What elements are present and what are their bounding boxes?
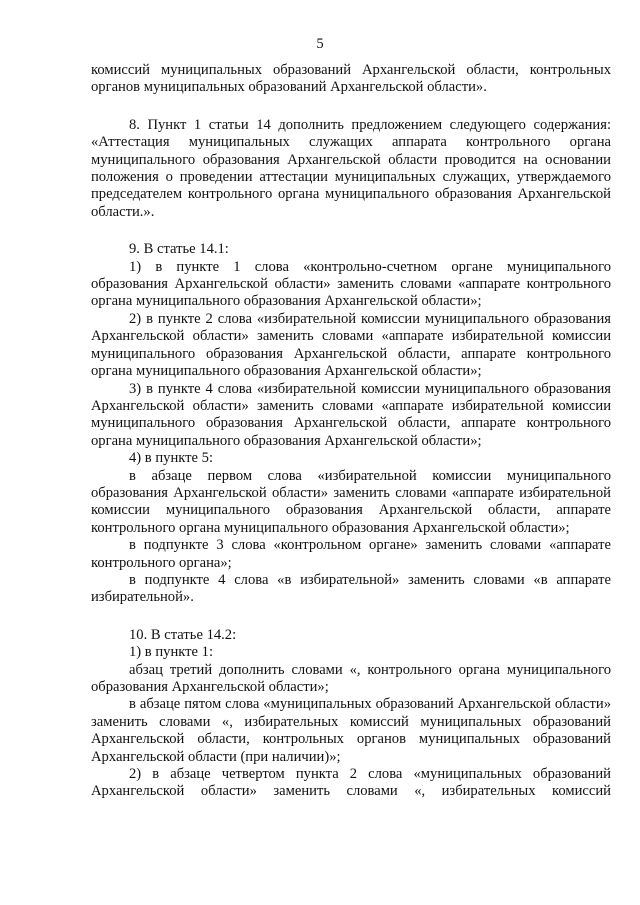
paragraph-item-10-1: 1) в пункте 1: [129,644,214,661]
paragraph-item-10-2: 2) в абзаце четвертом пункта 2 слова «муниципальных образований Архангельской области» заменить словами «, избирательных комиссий [91,766,611,800]
paragraph-continuation: комиссий муниципальных образований Архангельской области, контрольных органов муниципальных образований Архангельской области». [91,62,611,96]
paragraph-item-9-1: 1) в пункте 1 слова «контрольно-счетном органе муниципального образования Архангельской области» заменить словами «аппарате контрольного органа муниципального образования Архангельской области»; [91,258,611,310]
paragraph-item-10-1-a: абзац третий дополнить словами «, контрольного органа муниципального образования Архангельской области»; [91,661,611,695]
paragraph-item-8: 8. Пункт 1 статьи 14 дополнить предложением следующего содержания: «Аттестация муниципальных служащих аппарата контрольного органа муниципального образования Архангельской области проводится на основании положения о проведении аттестации муниципальных служащих, утверждаемого председателем контрольного органа муниципального образования Архангельской области.». [91,116,611,220]
paragraph-item-10-1-b: в абзаце пятом слова «муниципальных образований Архангельской области» заменить словами «, избирательных комиссий муниципальных образований Архангельской области, контрольных органов муниципальных образований Архангельской области (при наличии)»; [91,696,611,765]
page-number: 5 [316,36,324,52]
paragraph-item-9-3: 3) в пункте 4 слова «избирательной комиссии муниципального образования Архангельской области» заменить словами «аппарате избирательной комиссии муниципального образования Архангельской области, аппарате контрольного органа муниципального образования Архангельской области»; [91,380,611,449]
paragraph-item-9-4-c: в подпункте 4 слова «в избирательной» заменить словами «в аппарате избирательной». [91,571,611,606]
paragraph-item-9-4: 4) в пункте 5: [129,450,214,467]
paragraph-item-9-4-a: в абзаце первом слова «избирательной комиссии муниципального образования Архангельской области» заменить словами «аппарате избирательной комиссии муниципального образования Архангельской области, аппарате контрольного органа муниципального образования Архангельской области»; [91,467,611,536]
paragraph-item-9-4-b: в подпункте 3 слова «контрольном органе» заменить словами «аппарате контрольного органа»; [91,537,611,571]
paragraph-item-10-heading: 10. В статье 14.2: [129,626,237,643]
paragraph-item-9-2: 2) в пункте 2 слова «избирательной комиссии муниципального образования Архангельской области» заменить словами «аппарате избирательной комиссии муниципального образования Архангельской области, аппарате контрольного органа муниципального образования Архангельской области»; [91,310,611,380]
paragraph-item-9-heading: 9. В статье 14.1: [129,241,229,258]
document-body [91,62,611,801]
